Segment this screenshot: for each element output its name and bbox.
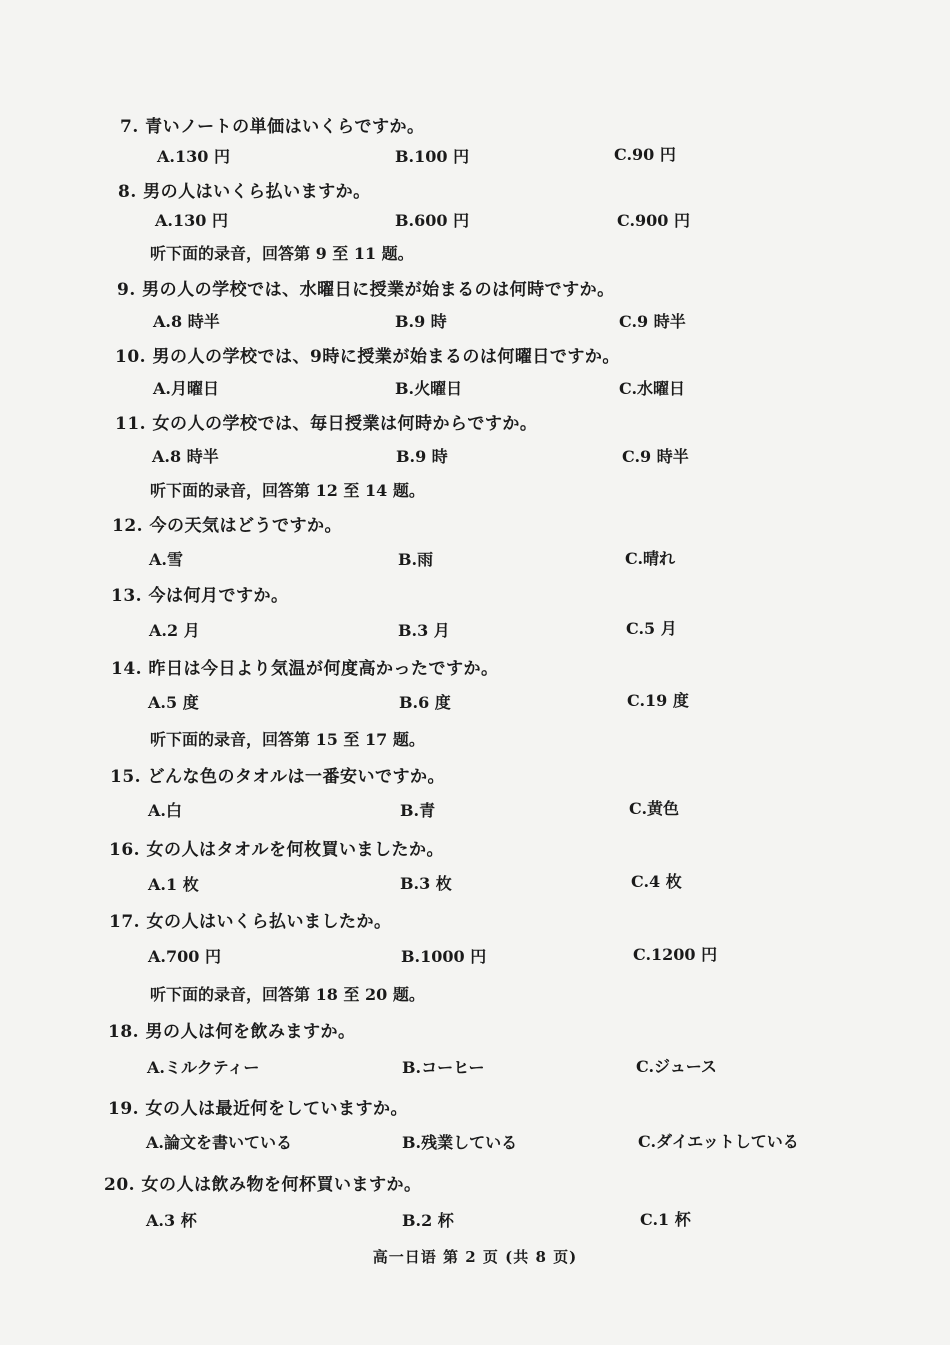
option-14c: C.19 度 (627, 691, 689, 710)
instruction-12-14: 听下面的录音，回答第 12 至 14 题。 (150, 481, 425, 500)
option-16b: B.3 枚 (400, 874, 452, 893)
option-15c: C.黄色 (629, 799, 680, 818)
option-15b: B.青 (400, 801, 436, 820)
option-13b: B.3 月 (398, 621, 450, 640)
option-20b: B.2 杯 (402, 1211, 454, 1230)
question-20: 20. 女の人は飲み物を何杯買いますか。 (104, 1175, 422, 1195)
option-7c: C.90 円 (614, 145, 676, 164)
question-12: 12. 今の天気はどうですか。 (112, 516, 342, 536)
question-18: 18. 男の人は何を飲みますか。 (108, 1022, 356, 1042)
option-10c: C.水曜日 (619, 379, 686, 398)
question-9: 9. 男の人の学校では、水曜日に授業が始まるのは何時ですか。 (117, 280, 615, 300)
option-13a: A.2 月 (149, 621, 200, 640)
instruction-18-20: 听下面的录音，回答第 18 至 20 题。 (150, 985, 425, 1004)
option-12c: C.晴れ (625, 549, 676, 568)
option-10a: A.月曜日 (153, 379, 219, 398)
option-10b: B.火曜日 (395, 379, 463, 398)
option-19a: A.論文を書いている (146, 1133, 292, 1152)
question-15: 15. どんな色のタオルは一番安いですか。 (110, 767, 445, 787)
option-18c: C.ジュース (636, 1057, 717, 1076)
option-9a: A.8 時半 (153, 312, 220, 331)
question-14: 14. 昨日は今日より気温が何度高かったですか。 (111, 659, 499, 679)
option-7b: B.100 円 (395, 147, 470, 166)
instruction-15-17: 听下面的录音，回答第 15 至 17 题。 (150, 730, 425, 749)
option-9b: B.9 時 (395, 312, 447, 331)
option-18a: A.ミルクティー (147, 1058, 260, 1077)
question-8: 8. 男の人はいくら払いますか。 (118, 182, 371, 202)
option-13c: C.5 月 (626, 619, 677, 638)
option-11b: B.9 時 (396, 447, 448, 466)
option-19c: C.ダイエットしている (638, 1132, 799, 1151)
option-16a: A.1 枚 (148, 875, 199, 894)
option-9c: C.9 時半 (619, 312, 686, 331)
option-15a: A.白 (148, 801, 182, 820)
option-8c: C.900 円 (617, 211, 690, 230)
question-13: 13. 今は何月ですか。 (111, 586, 289, 606)
option-20a: A.3 杯 (146, 1211, 197, 1230)
question-17: 17. 女の人はいくら払いましたか。 (109, 912, 392, 932)
option-12b: B.雨 (398, 550, 434, 569)
option-14a: A.5 度 (148, 693, 199, 712)
option-17b: B.1000 円 (401, 947, 487, 966)
option-17c: C.1200 円 (633, 945, 718, 964)
question-10: 10. 男の人の学校では、9時に授業が始まるのは何曜日ですか。 (115, 347, 620, 367)
question-19: 19. 女の人は最近何をしていますか。 (108, 1099, 408, 1119)
option-12a: A.雪 (149, 550, 183, 569)
option-8a: A.130 円 (155, 211, 228, 230)
option-8b: B.600 円 (395, 211, 470, 230)
option-14b: B.6 度 (399, 693, 451, 712)
question-7: 7. 青いノートの単価はいくらですか。 (120, 117, 425, 137)
option-20c: C.1 杯 (640, 1210, 691, 1229)
option-18b: B.コーヒー (402, 1058, 485, 1077)
question-11: 11. 女の人の学校では、毎日授業は何時からですか。 (115, 414, 538, 434)
option-11c: C.9 時半 (622, 447, 689, 466)
option-19b: B.残業している (402, 1133, 518, 1152)
option-11a: A.8 時半 (152, 447, 219, 466)
option-16c: C.4 枚 (631, 872, 682, 891)
instruction-9-11: 听下面的录音，回答第 9 至 11 题。 (150, 244, 414, 263)
page-footer: 高一日语 第 2 页 (共 8 页) (372, 1248, 578, 1266)
option-17a: A.700 円 (148, 947, 221, 966)
option-7a: A.130 円 (157, 147, 230, 166)
question-16: 16. 女の人はタオルを何枚買いましたか。 (109, 840, 444, 860)
